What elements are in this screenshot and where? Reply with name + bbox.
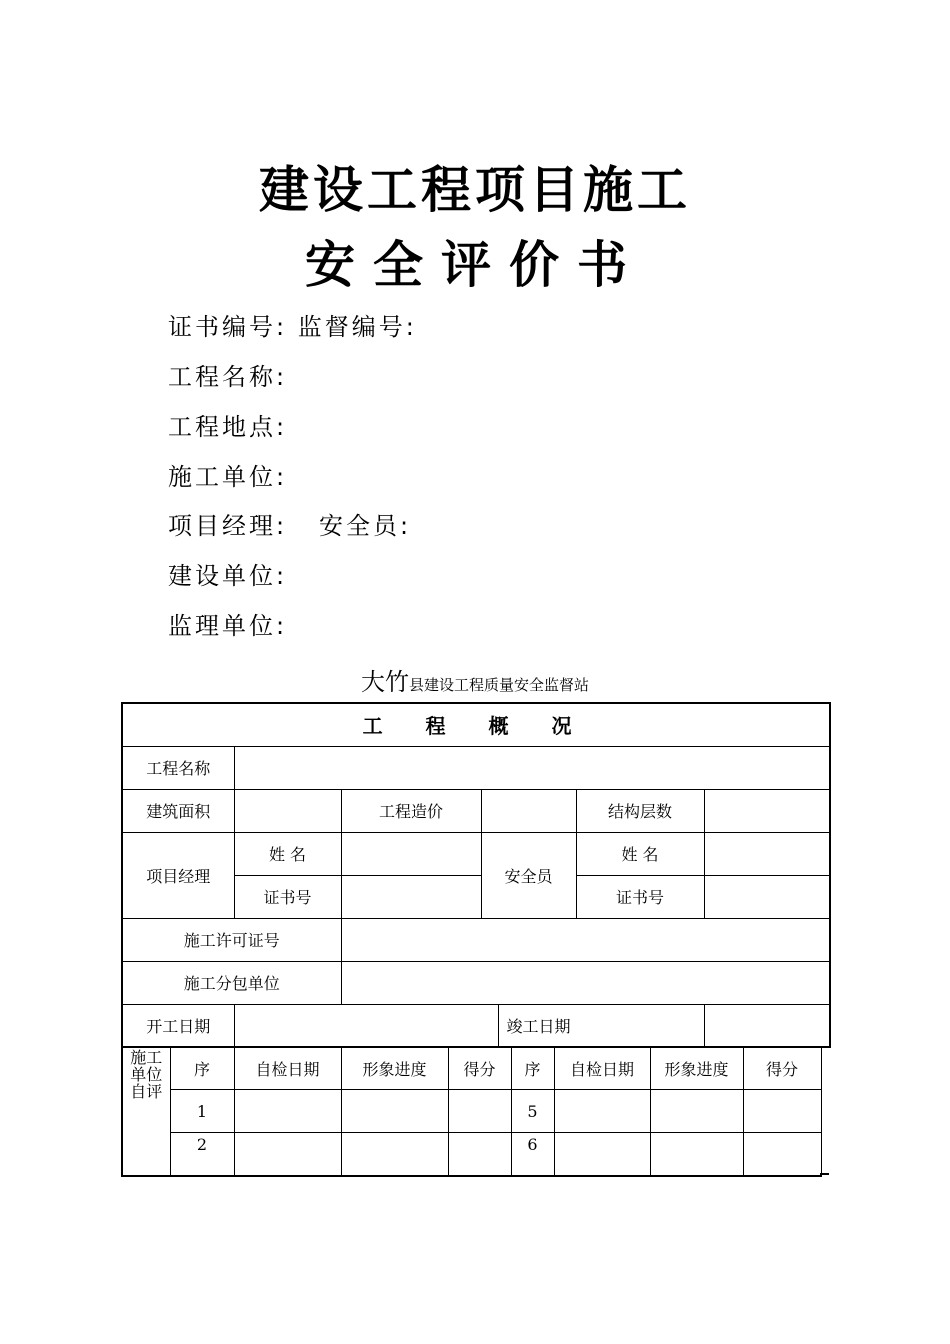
column-header: 得分 [743,1047,821,1090]
cost-value [481,789,576,832]
table-edge-mark [820,1173,829,1175]
org-name-small: 县建设工程质量安全监督站 [408,676,589,694]
info-project-location: 工程地点: [168,413,288,441]
row-number: 6 [511,1133,554,1176]
project-name-label: 工程名称 [122,746,234,789]
table-cell [743,1133,821,1176]
subcontract-value [341,961,830,1004]
so-name-value [704,832,830,875]
document-title-line2: 安全评价书 [305,236,645,294]
so-cert-value [704,875,830,918]
pm-name-value [341,832,481,875]
cost-label: 工程造价 [341,789,481,832]
info-project-name: 工程名称: [168,363,288,391]
safety-officer-label: 安全员 [481,832,576,918]
table-cell [554,1133,650,1176]
so-name-label: 姓 名 [576,832,704,875]
table-cell [341,1090,448,1133]
info-certificate-number: 证书编号: 监督编号: [168,313,417,341]
building-area-value [234,789,341,832]
overview-table [121,702,831,1048]
pm-cert-label: 证书号 [234,875,341,918]
org-name-large: 大竹 [360,668,409,696]
subcontract-label: 施工分包单位 [122,961,341,1004]
self-evaluation-table [121,1046,822,1177]
table-cell [448,1090,511,1133]
pm-cert-value [341,875,481,918]
column-header: 得分 [448,1047,511,1090]
info-construction-unit: 施工单位: [168,463,288,491]
self-eval-side-label: 施工单位自评 [122,1047,170,1176]
project-manager-label: 项目经理 [122,832,234,918]
row-number: 1 [170,1090,234,1133]
table-cell [448,1133,511,1176]
table-cell [234,1133,341,1176]
column-header: 序 [511,1047,554,1090]
table-cell [650,1133,743,1176]
column-header: 形象进度 [341,1047,448,1090]
issuing-organization [0,662,950,697]
row-number: 2 [170,1133,234,1176]
end-date-label: 竣工日期 [498,1004,704,1047]
end-date-value [704,1004,830,1047]
info-owner-unit: 建设单位: [168,562,288,590]
so-cert-label: 证书号 [576,875,704,918]
pm-name-label: 姓 名 [234,832,341,875]
column-header: 序 [170,1047,234,1090]
table-cell [341,1133,448,1176]
column-header: 自检日期 [554,1047,650,1090]
permit-value [341,918,830,961]
overview-heading: 工 程 概 况 [122,703,830,746]
document-title-line1: 建设工程项目施工 [259,161,691,219]
column-header: 自检日期 [234,1047,341,1090]
start-date-value [234,1004,498,1047]
floors-label: 结构层数 [576,789,704,832]
info-project-manager: 项目经理: 安全员: [168,512,412,540]
building-area-label: 建筑面积 [122,789,234,832]
table-cell [234,1090,341,1133]
project-name-value [234,746,830,789]
table-cell [554,1090,650,1133]
permit-label: 施工许可证号 [122,918,341,961]
table-cell [650,1090,743,1133]
row-number: 5 [511,1090,554,1133]
table-cell [743,1090,821,1133]
start-date-label: 开工日期 [122,1004,234,1047]
column-header: 形象进度 [650,1047,743,1090]
floors-value [704,789,830,832]
info-supervision-unit: 监理单位: [168,612,288,640]
